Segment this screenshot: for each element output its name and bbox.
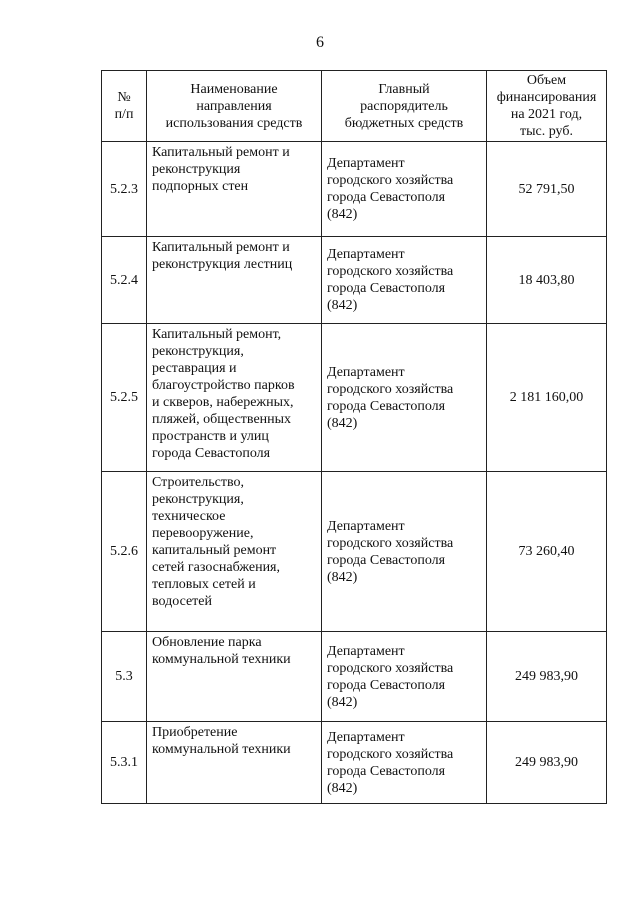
table-row [102, 722, 607, 804]
row-number: 5.2.3 [102, 142, 147, 237]
row-name: Приобретение коммунальной техники [147, 722, 322, 804]
row-number: 5.2.5 [102, 324, 147, 472]
row-number: 5.2.4 [102, 237, 147, 324]
row-amount: 18 403,80 [487, 237, 607, 324]
table-row [102, 237, 607, 324]
table-row [102, 324, 607, 472]
page-number: 6 [316, 34, 324, 51]
table-row [102, 632, 607, 722]
row-number: 5.2.6 [102, 472, 147, 632]
row-org: Департамент городского хозяйства города Севастополя (842) [322, 722, 487, 804]
table-header-row [102, 71, 607, 142]
row-amount: 73 260,40 [487, 472, 607, 632]
row-org: Департамент городского хозяйства города Севастополя (842) [322, 324, 487, 472]
table-row [102, 142, 607, 237]
row-org: Департамент городского хозяйства города Севастополя (842) [322, 142, 487, 237]
funding-table [101, 70, 607, 804]
row-amount: 2 181 160,00 [487, 324, 607, 472]
table-row [102, 472, 607, 632]
row-name: Капитальный ремонт и реконструкция лестниц [147, 237, 322, 324]
row-name: Капитальный ремонт, реконструкция, реставрация и благоустройство парков и скверов, набережных, пляжей, общественных пространств и улиц города Севастополя [147, 324, 322, 472]
row-number: 5.3 [102, 632, 147, 722]
row-org: Департамент городского хозяйства города Севастополя (842) [322, 237, 487, 324]
row-name: Обновление парка коммунальной техники [147, 632, 322, 722]
row-name: Строительство, реконструкция, техническое перевооружение, капитальный ремонт сетей газоснабжения, тепловых сетей и водосетей [147, 472, 322, 632]
row-name: Капитальный ремонт и реконструкция подпорных стен [147, 142, 322, 237]
row-amount: 249 983,90 [487, 632, 607, 722]
row-org: Департамент городского хозяйства города Севастополя (842) [322, 472, 487, 632]
row-number: 5.3.1 [102, 722, 147, 804]
header-name: Наименование направления использования средств [147, 71, 322, 142]
row-amount: 249 983,90 [487, 722, 607, 804]
row-org: Департамент городского хозяйства города Севастополя (842) [322, 632, 487, 722]
header-org: Главный распорядитель бюджетных средств [322, 71, 487, 142]
row-amount: 52 791,50 [487, 142, 607, 237]
header-amount: Объем финансирования на 2021 год, тыс. руб. [487, 71, 607, 142]
header-num: № п/п [102, 71, 147, 142]
